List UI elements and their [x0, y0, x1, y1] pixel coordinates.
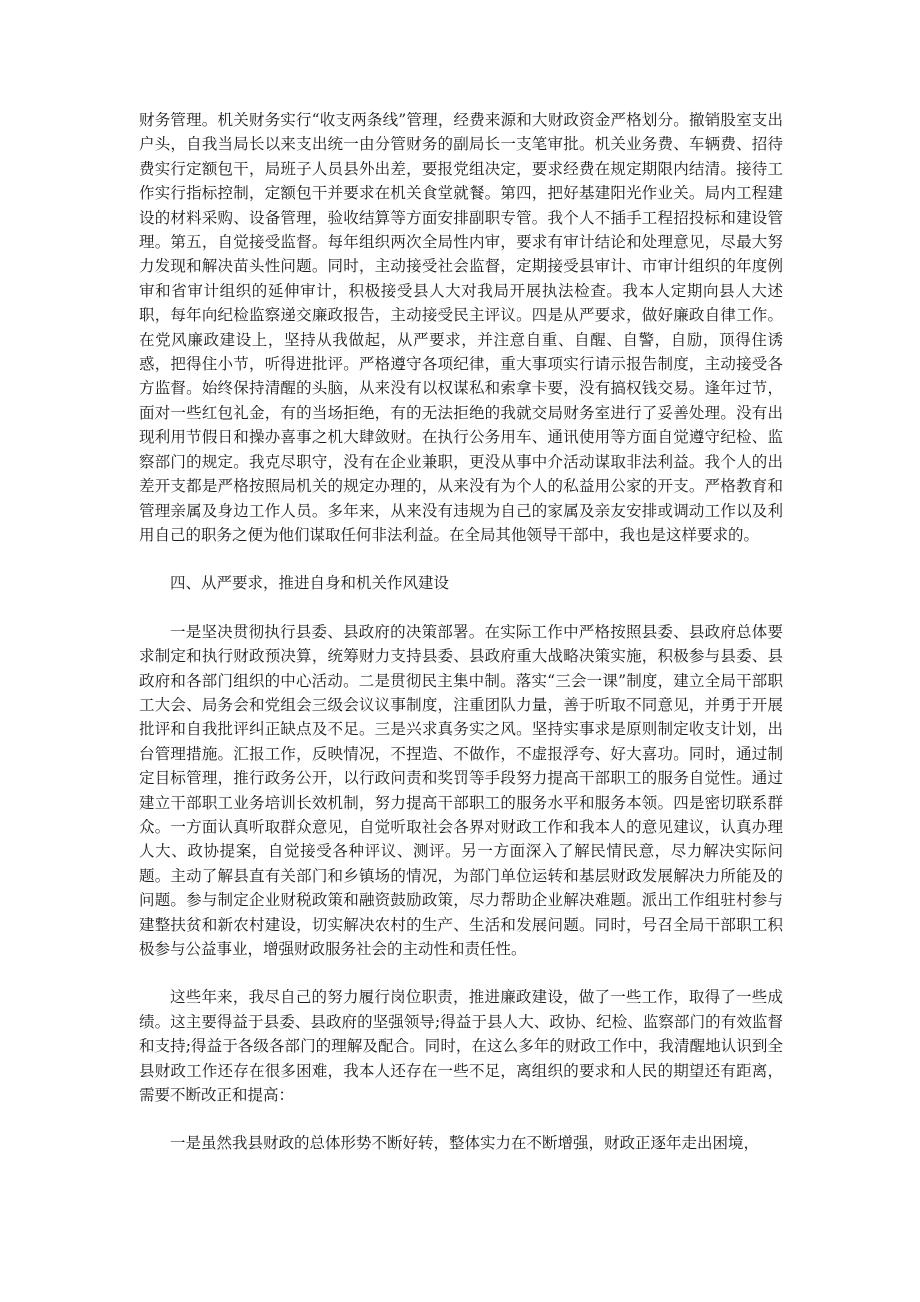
section-heading-four: 四、从严要求，推进自身和机关作风建设	[170, 574, 450, 593]
paragraph-financial-management: 财务管理。机关财务实行“收支两条线”管理，经费来源和大财政资金严格划分。撤销股室支出户头，自我当局长以来支出统一由分管财务的副局长一支笔审批。机关业务费、车辆费、招待费实行定额包干，局班子人员县外出差，要报党组决定，要求经费在规定期限内结清。接待工作实行指标控制，定额包干并要求在机关食堂就餐。第四，把好基建阳光作业关。局内工程建设的材料采购、设备管理，验收结算等方面安排副职专管。我个人不插手工程招投标和建设管理。第五，自觉接受监督。每年组织两次全局性内审，要求有审计结论和处理意见，尽最大努力发现和解决苗头性问题。同时，主动接受社会监督，定期接受县审计、市审计组织的年度例审和省审计组织的延伸审计，积极接受县人大对我局开展执法检查。我本人定期向县人大述职，每年向纪检监察递交廉政报告，主动接受民主评议。四是从严要求，做好廉政自律工作。在党风廉政建设上，坚持从我做起，从严要求，并注意自重、自醒、自警，自励，顶得住诱惑，把得住小节，听得进批评。严格遵守各项纪律，重大事项实行请示报告制度，主动接受各方监督。始终保持清醒的头脑，从来没有以权谋私和索拿卡要，没有搞权钱交易。逢年过节，面对一些红包礼金，有的当场拒绝，有的无法拒绝的我就交局财务室进行了妥善处理。没有出现利用节假日和操办喜事之机大肆敛财。在执行公务用车、通讯使用等方面自觉遵守纪检、监察部门的规定。我克尽职守，没有在企业兼职，更没从事中介活动谋取非法利益。我个人的出差开支都是严格按照局机关的规定办理的，从来没有为个人的私益用公家的开支。严格教育和管理亲属及身边工作人员。多年来，从来没有违规为自己的家属及亲友安排或调动工作以及利用自己的职务之便为他们谋取任何非法利益。在全局其他领导干部中，我也是这样要求的。	[139, 111, 783, 544]
paragraph-shortcomings-start: 一是虽然我县财政的总体形势不断好转，整体实力在不断增强，财政正逐年走出困境，	[170, 1134, 760, 1153]
paragraph-summary: 这些年来，我尽自己的努力履行岗位职责，推进廉政建设，做了一些工作，取得了一些成绩。这主要得益于县委、县政府的坚强领导;得益于县人大、政协、纪检、监察部门的有效监督和支持;得益于各级各部门的理解及配合。同时，在这么多年的财政工作中，我清醒地认识到全县财政工作还存在很多困难，我本人还存在一些不足，离组织的要求和人民的期望还有距离，需要不断改正和提高：	[139, 988, 783, 1105]
paragraph-decision-implementation: 一是坚决贯彻执行县委、县政府的决策部署。在实际工作中严格按照县委、县政府总体要求制定和执行财政预决算，统筹财力支持县委、县政府重大战略决策实施，积极参与县委、县政府和各部门组织的中心活动。二是贯彻民主集中制。落实“三会一课”制度，建立全局干部职工大会、局务会和党组会三级会议议事制度，注重团队力量，善于听取不同意见，并勇于开展批评和自我批评纠正缺点及不足。三是兴求真务实之风。坚持实事求是原则制定收支计划，出台管理措施。汇报工作，反映情况，不捏造、不做作，不虚报浮夸、好大喜功。同时，通过制定目标管理，推行政务公开，以行政问责和奖罚等手段努力提高干部职工的服务自觉性。通过建立干部职工业务培训长效机制，努力提高干部职工的服务水平和服务本领。四是密切联系群众。一方面认真听取群众意见，自觉听取社会各界对财政工作和我本人的意见建议，认真办理人大、政协提案，自觉接受各种评议、测评。另一方面深入了解民情民意，尽力解决实际问题。主动了解县直有关部门和乡镇场的情况，为部门单位运转和基层财政发展解决力所能及的问题。参与制定企业财税政策和融资鼓励政策，尽力帮助企业解决难题。派出工作组驻村参与建整扶贫和新农村建设，切实解决农村的生产、生活和发展问题。同时，号召全局干部职工积极参与公益事业，增强财政服务社会的主动性和责任性。	[139, 622, 783, 958]
document-page	[139, 108, 783, 1156]
